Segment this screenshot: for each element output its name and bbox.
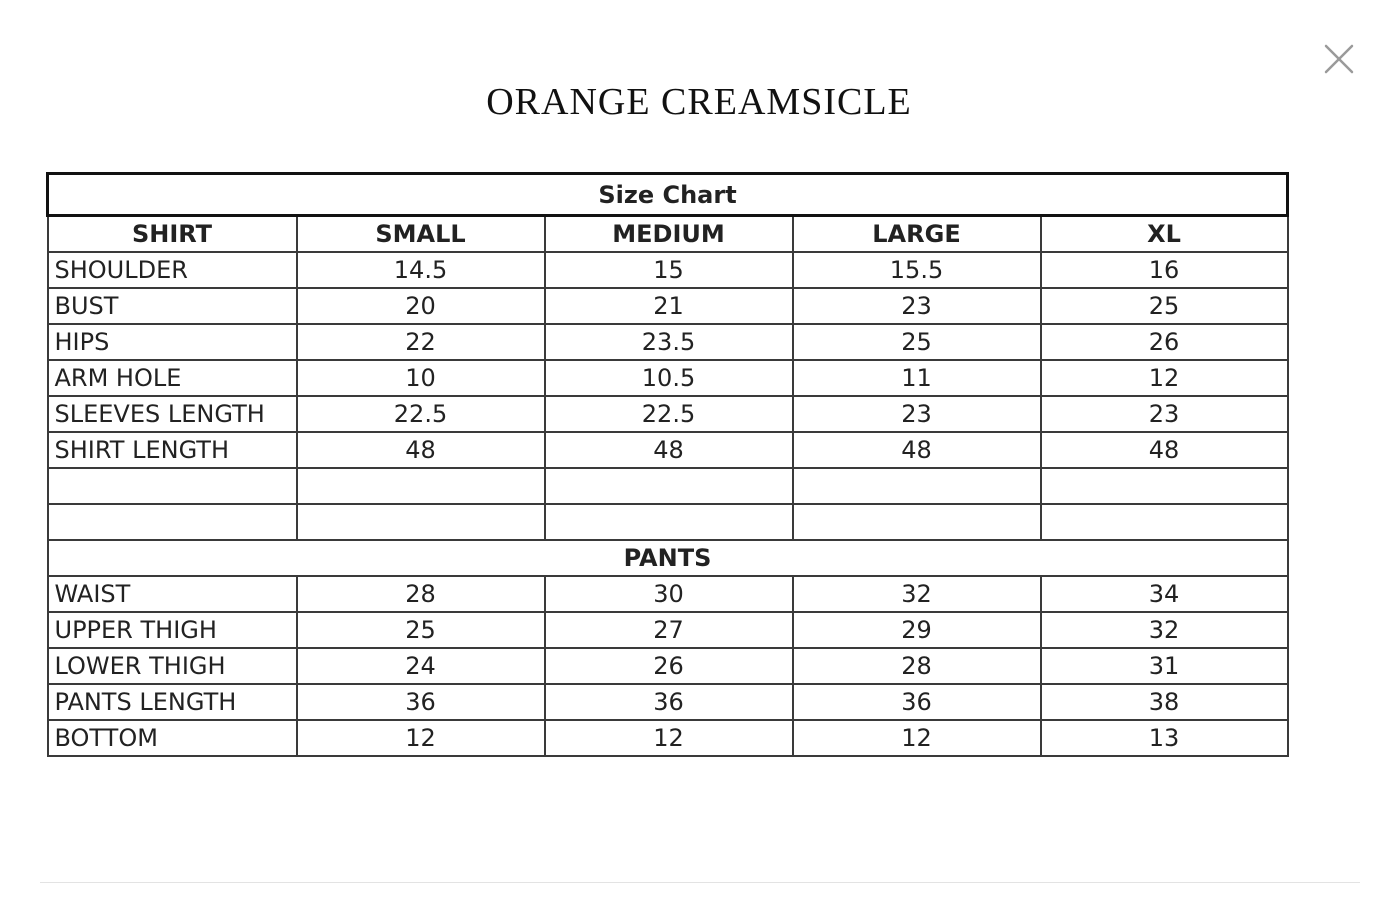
table-row	[48, 684, 1288, 720]
row-label: BOTTOM	[48, 720, 297, 756]
table-cell: 15	[545, 252, 793, 288]
table-cell: 12	[545, 720, 793, 756]
table-cell: 14.5	[297, 252, 545, 288]
table-row	[48, 576, 1288, 612]
close-icon	[1324, 44, 1354, 74]
row-label: UPPER THIGH	[48, 612, 297, 648]
footer-divider	[40, 882, 1360, 883]
table-cell: 13	[1041, 720, 1288, 756]
product-title: ORANGE CREAMSICLE	[486, 81, 912, 123]
pants-section-row	[48, 540, 1288, 576]
table-cell: 23.5	[545, 324, 793, 360]
table-cell: 21	[545, 288, 793, 324]
size-chart-body	[48, 174, 1288, 756]
size-chart-header-row	[48, 216, 1288, 252]
table-cell: 32	[1041, 612, 1288, 648]
table-cell	[793, 504, 1041, 540]
table-row	[48, 288, 1288, 324]
column-header-large: LARGE	[793, 216, 1041, 252]
table-cell: 26	[1041, 324, 1288, 360]
row-label	[48, 504, 297, 540]
row-label: LOWER THIGH	[48, 648, 297, 684]
table-cell: 27	[545, 612, 793, 648]
table-cell: 28	[793, 648, 1041, 684]
table-cell: 30	[545, 576, 793, 612]
table-cell: 12	[1041, 360, 1288, 396]
row-label	[48, 468, 297, 504]
table-cell: 23	[793, 396, 1041, 432]
table-cell: 20	[297, 288, 545, 324]
table-cell: 23	[1041, 396, 1288, 432]
pants-section-heading: PANTS	[48, 540, 1288, 576]
size-chart-caption: Size Chart	[48, 174, 1288, 216]
column-header-medium: MEDIUM	[545, 216, 793, 252]
table-cell	[545, 504, 793, 540]
row-label: BUST	[48, 288, 297, 324]
table-row	[48, 324, 1288, 360]
table-row	[48, 432, 1288, 468]
table-cell: 36	[793, 684, 1041, 720]
table-cell: 32	[793, 576, 1041, 612]
table-row	[48, 612, 1288, 648]
table-cell: 24	[297, 648, 545, 684]
table-cell: 31	[1041, 648, 1288, 684]
column-header-shirt: SHIRT	[48, 216, 297, 252]
table-cell: 48	[297, 432, 545, 468]
row-label: ARM HOLE	[48, 360, 297, 396]
table-cell: 25	[1041, 288, 1288, 324]
table-cell: 28	[297, 576, 545, 612]
column-header-xl: XL	[1041, 216, 1288, 252]
row-label: HIPS	[48, 324, 297, 360]
column-header-small: SMALL	[297, 216, 545, 252]
table-cell: 15.5	[793, 252, 1041, 288]
close-button[interactable]	[1316, 36, 1362, 82]
table-cell: 34	[1041, 576, 1288, 612]
table-cell: 36	[297, 684, 545, 720]
table-cell	[545, 468, 793, 504]
table-cell: 38	[1041, 684, 1288, 720]
table-cell: 22	[297, 324, 545, 360]
row-label: WAIST	[48, 576, 297, 612]
table-cell	[793, 468, 1041, 504]
table-row	[48, 252, 1288, 288]
table-cell: 12	[297, 720, 545, 756]
table-cell	[1041, 468, 1288, 504]
table-cell: 48	[545, 432, 793, 468]
row-label: SLEEVES LENGTH	[48, 396, 297, 432]
row-label: SHIRT LENGTH	[48, 432, 297, 468]
table-cell: 29	[793, 612, 1041, 648]
table-cell: 22.5	[545, 396, 793, 432]
table-cell: 11	[793, 360, 1041, 396]
table-row	[48, 396, 1288, 432]
table-cell: 16	[1041, 252, 1288, 288]
table-cell: 36	[545, 684, 793, 720]
table-cell: 10	[297, 360, 545, 396]
row-label: SHOULDER	[48, 252, 297, 288]
table-cell: 48	[793, 432, 1041, 468]
table-cell	[1041, 504, 1288, 540]
table-cell: 12	[793, 720, 1041, 756]
table-cell: 26	[545, 648, 793, 684]
table-cell: 23	[793, 288, 1041, 324]
table-cell	[297, 468, 545, 504]
table-cell	[297, 504, 545, 540]
row-label: PANTS LENGTH	[48, 684, 297, 720]
table-cell: 25	[297, 612, 545, 648]
table-row	[48, 648, 1288, 684]
table-cell: 48	[1041, 432, 1288, 468]
table-cell: 10.5	[545, 360, 793, 396]
size-chart-table	[46, 172, 1289, 757]
table-row	[48, 468, 1288, 504]
table-row	[48, 360, 1288, 396]
table-row	[48, 504, 1288, 540]
size-chart-caption-row	[48, 174, 1288, 216]
table-cell: 22.5	[297, 396, 545, 432]
table-row	[48, 720, 1288, 756]
table-cell: 25	[793, 324, 1041, 360]
